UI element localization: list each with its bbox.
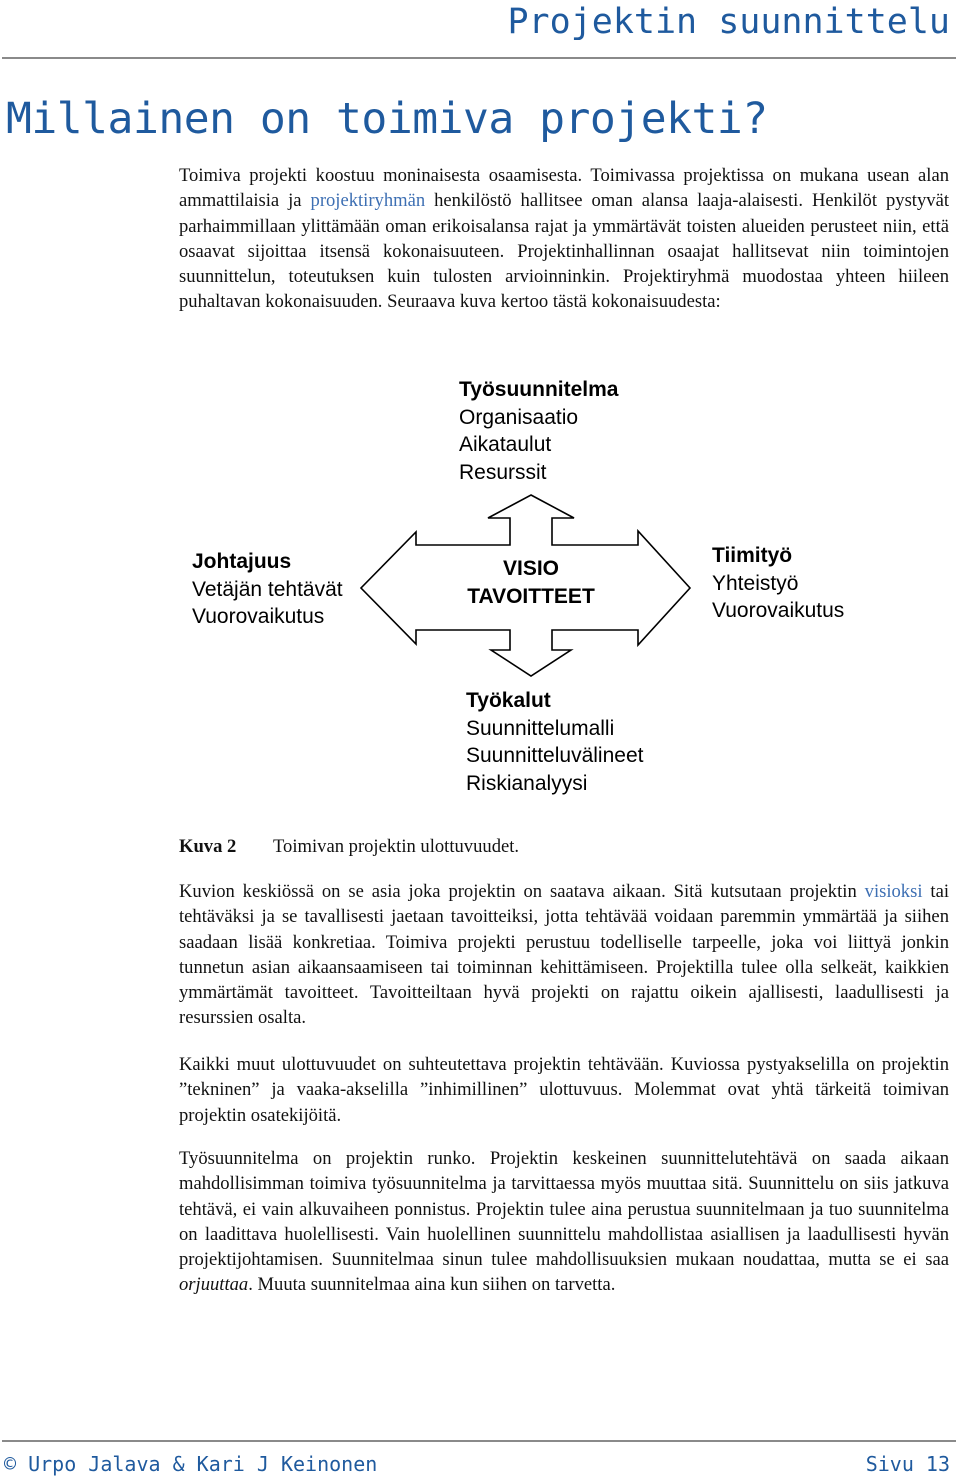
figure-caption-label: Kuva 2: [179, 836, 237, 857]
workplan-text-start: Työsuunnitelma on projektin runko. Projektin keskeinen suunnittelutehtävä on saada aikaan mahdollisimman toimiva työsuunnitelma ja tarvittaessa myös muuttaa sitä. Suunnittelu on siis jatkuva tehtävä, ei vain alkuvaiheen ponnistus. Projektin tulee aina perustua suunnitelmaan ja tuo suunnitelma on laadittava huolellisesti. Vain huolellinen suunnittelu mahdollistaa asiallisen ja laadullisesti hyvän projektijohtamisen. Suunnitelmaa sinun tulee mahdollisuuksien mukaan noudattaa, mutta se ei saa: [179, 1148, 949, 1271]
footer-rule: [2, 1440, 956, 1442]
johtajuus-label: Johtajuus: [192, 550, 292, 573]
tyokalut-label: Työkalut: [466, 689, 551, 712]
intro-text-end: henkilöstö hallitsee oman alansa laaja-alaisesti. Henkilöt pystyvät parhaimmillaan ylittämään oman erikoisalansa rajat ja ymmärtävät toisten alueiden perusteet niin, että osaavat sijoittaa itsensä kokonaisuuteen. Projektinhallinnan osaajat hallitsevat niin toimintojen suunnittelun, toteutuksen kuin tulosten arvioinninkin. Projektiryhmä muodostaa yhteen hiileen puhaltavan kokonaisuuden. Seuraava kuva kertoo tästä kokonaisuudesta:: [179, 190, 949, 313]
paragraph-vision: [179, 879, 949, 1031]
figure-caption-text: Toimivan projektin ulottuvuudet.: [273, 836, 520, 857]
tyosuunnitelma-label: Työsuunnitelma: [459, 378, 619, 401]
organisaatio-label: Organisaatio: [459, 405, 579, 429]
vision-text-start: Kuvion keskiössä on se asia joka projektin on saatava aikaan. Sitä kutsutaan projektin: [179, 881, 865, 902]
section-heading: Millainen on toimiva projekti?: [6, 94, 768, 144]
tavoitteet-label: TAVOITTEET: [467, 585, 595, 608]
footer-page-number: Sivu 13: [865, 1452, 950, 1476]
diagram-top-block: [459, 376, 618, 486]
vuorovaikutus-right-label: Vuorovaikutus: [712, 599, 845, 622]
orjuuttaa-emphasis: orjuuttaa: [179, 1274, 249, 1296]
riskianalyysi-label: Riskianalyysi: [466, 771, 588, 795]
intro-text-start: Toimiva projekti koostuu moninaisesta osaamisesta. Toimivassa projektissa on mukana usean alan ammattilaisia ja: [179, 165, 949, 212]
figure-caption: [179, 836, 519, 858]
tiimityo-label: Tiimityö: [712, 544, 793, 567]
diagram-center-block: [456, 555, 606, 611]
projektiryhma-link[interactable]: projektiryhmän: [310, 190, 426, 212]
suunnitteluvalineet-label: Suunnitteluvälineet: [466, 744, 644, 767]
diagram-left-block: [192, 548, 343, 631]
resurssit-label: Resurssit: [459, 460, 547, 484]
yhteistyo-label: Yhteistyö: [712, 571, 799, 595]
vuorovaikutus-left-label: Vuorovaikutus: [192, 605, 325, 628]
diagram-right-block: [712, 542, 844, 625]
paragraph-dimensions: [179, 1052, 949, 1128]
suunnittelumalli-label: Suunnittelumalli: [466, 716, 615, 740]
paragraph-workplan: [179, 1146, 949, 1298]
visio-label: VISIO: [502, 557, 560, 580]
diagram-bottom-block: [466, 687, 643, 797]
dimensions-text: Kaikki muut ulottuvuudet on suhteutettava projektin tehtävään. Kuviossa pystyakselilla on projektin ”tekninen” ja vaaka-akselilla ”inhimillinen” ulottuvuus. Molemmat ovat yhtä tärkeitä toimivan projektin osatekijöitä.: [179, 1054, 949, 1126]
footer-copyright: © Urpo Jalava & Kari J Keinonen: [4, 1452, 378, 1476]
workplan-text-end: . Muuta suunnitelmaa aina kun siihen on tarvetta.: [248, 1274, 616, 1296]
vision-text-end: tai tehtäväksi ja se tavallisesti jaetaan tavoitteiksi, jotta tehtävää voidaan paremmin ymmärtää ja siihen saadaan lisää konkretiaa. Toimiva projekti perustuu todelliselle tarpeelle, joka voi liittyä jonkin tunnetun asian aikaansaamiseen tai toiminnan kehittämiseen. Projektilla tulee olla selkeät, kaikkien ymmärtämät tavoitteet. Tavoitteiltaan hyvä projekti on rajattu oikein ajallisesti, laadullisesti ja resurssien osalta.: [179, 881, 949, 1029]
vetajan-tehtavat-label: Vetäjän tehtävät: [192, 577, 343, 601]
running-header-title: Projektin suunnittelu: [507, 2, 950, 42]
visioksi-link[interactable]: visioksi: [864, 881, 923, 902]
aikataulut-label: Aikataulut: [459, 433, 552, 456]
